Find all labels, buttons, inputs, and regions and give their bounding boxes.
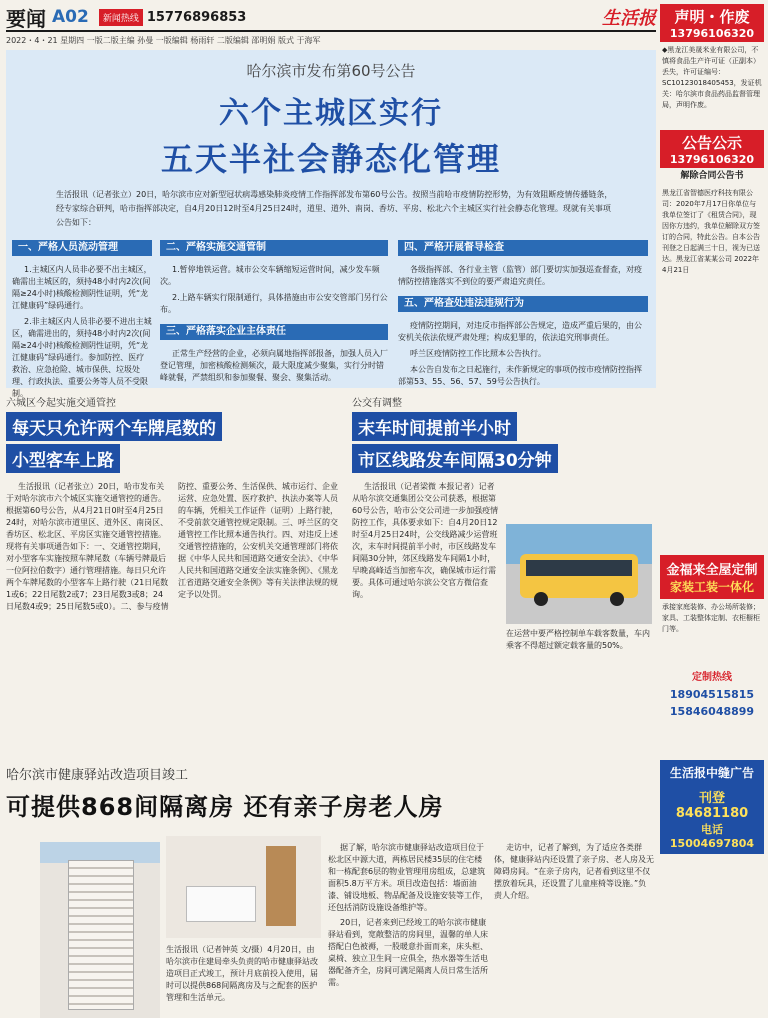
column-ad-title: 生活报中缝广告 (669, 766, 754, 780)
furniture-ad-subtitle: 家装工装一体化 (669, 580, 754, 594)
public-subtitle: 解除合同公告书 (680, 171, 744, 181)
traffic-headline-2: 小型客车上路 (6, 444, 120, 473)
bus-body (352, 481, 500, 601)
traffic-headline-1: 每天只允许两个车牌尾数的 (6, 412, 222, 441)
traffic-kicker: 六城区今起实施交通管控 (6, 398, 116, 409)
hotline-label: 新闻热线 (99, 9, 143, 26)
section-2-title: 二、严格实施交通管制 (160, 240, 388, 256)
section-name: 要闻 (6, 6, 46, 31)
page-header (6, 4, 656, 32)
furniture-ad-body: 承接家庭装修、办公场所装修；家具、工装整体定制、衣柜橱柜门等。 (662, 603, 760, 633)
building-photo (40, 842, 160, 1018)
furniture-ad-header (660, 555, 764, 599)
public-body: 黑龙江省智德医疗科技有限公司：2020年7月17日你单位与我单位签订了《租赁合同》，现因你方违约，我单位解除双方签订的合同，特此公告。自本公告刊登之日起满三十日，视为已送达。黑龙江省某某公司 2022年4月21日 (662, 189, 760, 274)
lead-headline-2: 五天半社会静态化管理 (160, 140, 501, 178)
lead-headline-1: 六个主城区实行 (219, 96, 443, 131)
notice-title: 声明・作废 (674, 8, 750, 26)
section-1 (12, 240, 152, 404)
section-4 (398, 240, 648, 392)
column-ad-phone2: 15004697804 (669, 837, 755, 850)
station-body-3 (494, 842, 654, 1014)
station-body-2-text: 据了解，哈尔滨市健康驿站改造项目位于松北区中源大道，两栋居民楼35层的住宅楼和一栋配套6层的物业管理用房组成，总建筑面积5.8万平方米。项目改造包括：墙面油漆、铺设地板、物品配备及设施安装等工作，还包括消防设施设备维护等。 (328, 843, 488, 912)
public-phone: 13796106320 (669, 153, 755, 166)
main-column (6, 4, 656, 1014)
bus-wheel (534, 592, 548, 606)
section-2-p2: 2.上路车辆实行限制通行，具体措施由市公安交管部门另行公布。 (160, 293, 388, 314)
bus-wheel (610, 592, 624, 606)
traffic-body-text: 生活报讯（记者张立）20日，哈市发布关于对哈尔滨市六个城区实施交通管控的通告。根据第60号公告，从4月21日0时至4月25日24时，对哈尔滨市道里区、道外区、南岗区、香坊区、松北区、平房区实施交通管控措施。现将有关事项通告如下：一、交通管控期间，对小型客车实施按照车牌尾数（车辆号牌最后一位阿拉伯数字）通行管理措施。每日只允许两个车牌尾数的小型客车上路行驶（21日尾数1或6；22日尾数2或7；23日尾数3或8；24日尾数4或9；25日尾数5或0）。二、参与疫情防控、重要公务、生活保供、城市运行、企业运营、应急处置、医疗救护、执法办案等人员的车辆，凭相关工作证件（证明）上路行驶，不受前款交通管控规定限制。三、呼兰区的交通管控工作比照本通告执行。四、对违反上述交通管控措施的，公安机关交通管理部门将依据《中华人民共和国道路交通安全法》、《中华人民共和国道路交通安全法实施条例》、《黑龙江省道路交通安全条例》等有关法律法规的规定予以处罚。 (6, 482, 338, 611)
station-story (6, 764, 656, 822)
bus-caption: 在运营中要严格控制单车载客数量，车内乘客不得超过额定载客量的50%。 (506, 629, 650, 650)
bus-headline-1: 末车时间提前半小时 (352, 412, 517, 441)
bus-body-text: 生活报讯（记者梁微 本报记者）记者从哈尔滨交通集团公交公司获悉，根据第60号公告，哈市公交公司进一步加强疫情防控工作，具体要求如下：自4月20日12时至4月25日24时，公交线路减少运营班次，末车时间提前半小时，市区线路发车间隔30分钟，郊区线路发车间隔1小时，早晚高峰适当加密车次，确保城市运行需要。具体可通过哈尔滨公交官方微信查询。 (352, 482, 499, 599)
column-ad-phone2-label: 电话 (701, 823, 723, 836)
section-5-p2: 呼兰区疫情防控工作比照本公告执行。 (410, 349, 546, 358)
column-ad-phone-label: 刊登 (698, 791, 725, 806)
public-title: 公告公示 (681, 134, 742, 152)
edition-info: 2022・4・21 星期四 一版二版主编 孙曼 一版编辑 杨雨轩 二版编辑 邵明娟 版式 于海军 (6, 36, 321, 45)
hotline-number: 15776896853 (146, 9, 247, 25)
furniture-ad-phone-2: 15846048899 (669, 705, 755, 718)
station-body-1: 生活报讯（记者钟英 文/摄）4月20日，由哈尔滨市住建局牵头负责的哈市健康驿站改造项目正式竣工，预计月底前投入使用，届时可以提供868间隔离房及与之配套的医护管理和生活单元。 (166, 945, 318, 1002)
furniture-ad-title: 金福来全屋定制 (666, 563, 758, 578)
furniture-ad-label: 定制热线 (692, 672, 732, 683)
bed-shape (186, 886, 256, 922)
bus-window (526, 560, 632, 576)
section-1-title: 一、严格人员流动管理 (12, 240, 152, 256)
traffic-story (6, 394, 342, 613)
bus-headline-2: 市区线路发车间隔30分钟 (352, 444, 558, 473)
section-5-p1: 疫情防控期间，对违反市指挥部公告规定，造成严重后果的，由公安机关依法依规严肃处理；构成犯罪的，依法追究刑事责任。 (398, 321, 642, 342)
notice-phone: 13796106320 (669, 27, 755, 40)
station-body-2 (328, 842, 488, 1014)
section-3-title: 三、严格落实企业主体责任 (160, 324, 388, 340)
section-3-p1: 正常生产经营的企业，必须向属地指挥部报备，加强人员入厂登记管理，加密核酸检测频次，最大限度减少聚集，实行分时错峰就餐，严禁组织和参加聚餐、聚会、聚集活动。 (160, 349, 388, 382)
public-header (660, 130, 764, 168)
section-1-p1: 1.主城区内人员非必要不出主城区，确需出主城区的，须持48小时内2次(间隔≥24小时)核酸检测阴性证明，凭“龙江健康码”绿码通行。 (12, 265, 152, 310)
bus-kicker: 公交有调整 (352, 398, 402, 409)
lead-paragraph: 生活报讯（记者张立）20日，哈尔滨市应对新型冠状病毒感染肺炎疫情工作指挥部发布第60号公告。按照当前哈市疫情防控形势，为有效阻断疫情传播链条，经专家综合研判，哈市指挥部决定，自4月20日12时至4月25日24时，道里、道外、南岗、香坊、平房、松北六个主城区实行社会静态化管理。现就有关事项公告如下： (56, 190, 613, 227)
section-2 (160, 240, 388, 388)
section-2-p1: 1.暂停地铁运营。城市公交车辆缩短运营时间，减少发车频次。 (160, 265, 380, 286)
door-shape (266, 846, 296, 926)
classified-sidebar (660, 4, 764, 1014)
bus-photo (506, 524, 652, 624)
column-ad-phone: 84681180 (675, 806, 749, 821)
station-body-4-text: 走访中，记者了解到，为了适应各类群体，健康驿站内还设置了亲子房、老人房及无障碍房间。“在亲子房内，记者看到这里不仅摆放着玩具，还设置了儿童座椅等设施。”负责人介绍。 (494, 843, 654, 900)
column-ad (660, 760, 764, 854)
section-5-title: 五、严格查处违法违规行为 (398, 296, 648, 312)
section-4-p1: 各级指挥部、各行业主管（监管）部门要切实加强巡查督查，对疫情防控措施落实不到位的要严肃追究责任。 (398, 265, 642, 286)
page-number: A02 (52, 7, 89, 27)
notice-header (660, 4, 764, 42)
building-shape (68, 860, 134, 1010)
newspaper-brand: 生活报 (602, 8, 656, 29)
station-pretitle: 哈尔滨市健康驿站改造项目竣工 (6, 768, 189, 783)
station-body-3-text: 20日，记者来到已经竣工的哈尔滨市健康驿站看到，宽敞整洁的房间里，温馨的单人床搭配白色被褥，一股暖意扑面而来，床头柜、桌椅、独立卫生间一应俱全，热水器等生活电器配备齐全，房间可满足隔离人员日常生活所需。 (328, 918, 488, 987)
traffic-body (6, 481, 342, 613)
station-headline: 可提供868间隔离房 还有亲子房老人房 (6, 793, 444, 821)
notice-body: ◆黑龙江美晟米业有限公司，不慎将食品生产许可证（正副本）丢失，许可证编号：SC10123018405453，发证机关：哈尔滨市食品药品监督管理局，声明作废。 (662, 46, 762, 109)
section-1-p2: 2.非主城区内人员非必要不进出主城区，确需进出的，须持48小时内2次(间隔≥24小时)核酸检测阴性证明，凭“龙江健康码”绿码通行。参加防控、医疗救治、应急抢险、城市保供、垃圾处理、行政执法、重要公务等人员不受限制。 (12, 317, 152, 398)
lead-story (6, 50, 656, 398)
room-photo (166, 836, 321, 938)
lead-pretitle: 哈尔滨市发布第60号公告 (246, 62, 416, 80)
section-5-p3: 本公告自发布之日起施行，未作新规定的事项仍按市疫情防控指挥部第53、55、56、57、59号公告执行。 (398, 365, 642, 386)
furniture-ad-phone-1: 18904515815 (669, 688, 755, 701)
section-4-title: 四、严格开展督导检查 (398, 240, 648, 256)
